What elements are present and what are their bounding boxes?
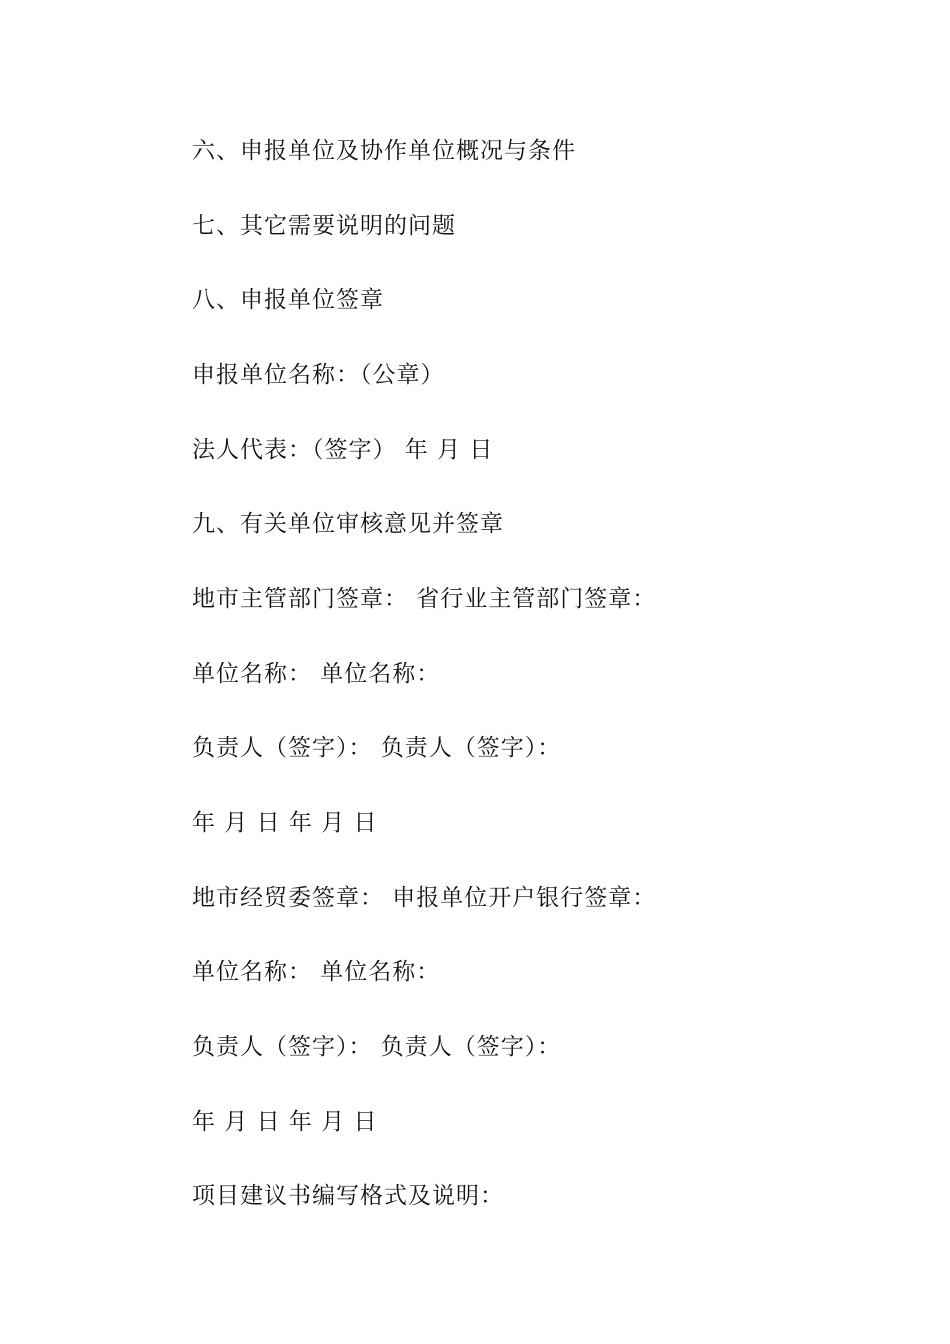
proposal-format-heading: 项目建议书编写格式及说明： xyxy=(192,1183,504,1209)
unit-name-line-2: 单位名称： 单位名称： xyxy=(192,959,441,985)
economic-commission-bank-seal-line: 地市经贸委签章： 申报单位开户银行签章： xyxy=(192,885,657,911)
date-line-1: 年 月 日 年 月 日 xyxy=(192,810,378,836)
section-eight-heading: 八、申报单位签章 xyxy=(192,287,384,313)
section-nine-heading: 九、有关单位审核意见并签章 xyxy=(192,511,504,537)
responsible-person-line-2: 负责人（签字）： 负责人（签字）： xyxy=(192,1034,562,1060)
department-seal-line: 地市主管部门签章： 省行业主管部门签章： xyxy=(192,586,657,612)
applicant-name-seal-line: 申报单位名称：（公章） xyxy=(192,362,445,388)
legal-representative-sign-line: 法人代表：（签字） 年 月 日 xyxy=(192,437,494,463)
date-line-2: 年 月 日 年 月 日 xyxy=(192,1109,378,1135)
unit-name-line-1: 单位名称： 单位名称： xyxy=(192,661,441,687)
section-seven-heading: 七、其它需要说明的问题 xyxy=(192,213,456,239)
responsible-person-line-1: 负责人（签字）： 负责人（签字）： xyxy=(192,735,562,761)
section-six-heading: 六、申报单位及协作单位概况与条件 xyxy=(192,138,576,164)
